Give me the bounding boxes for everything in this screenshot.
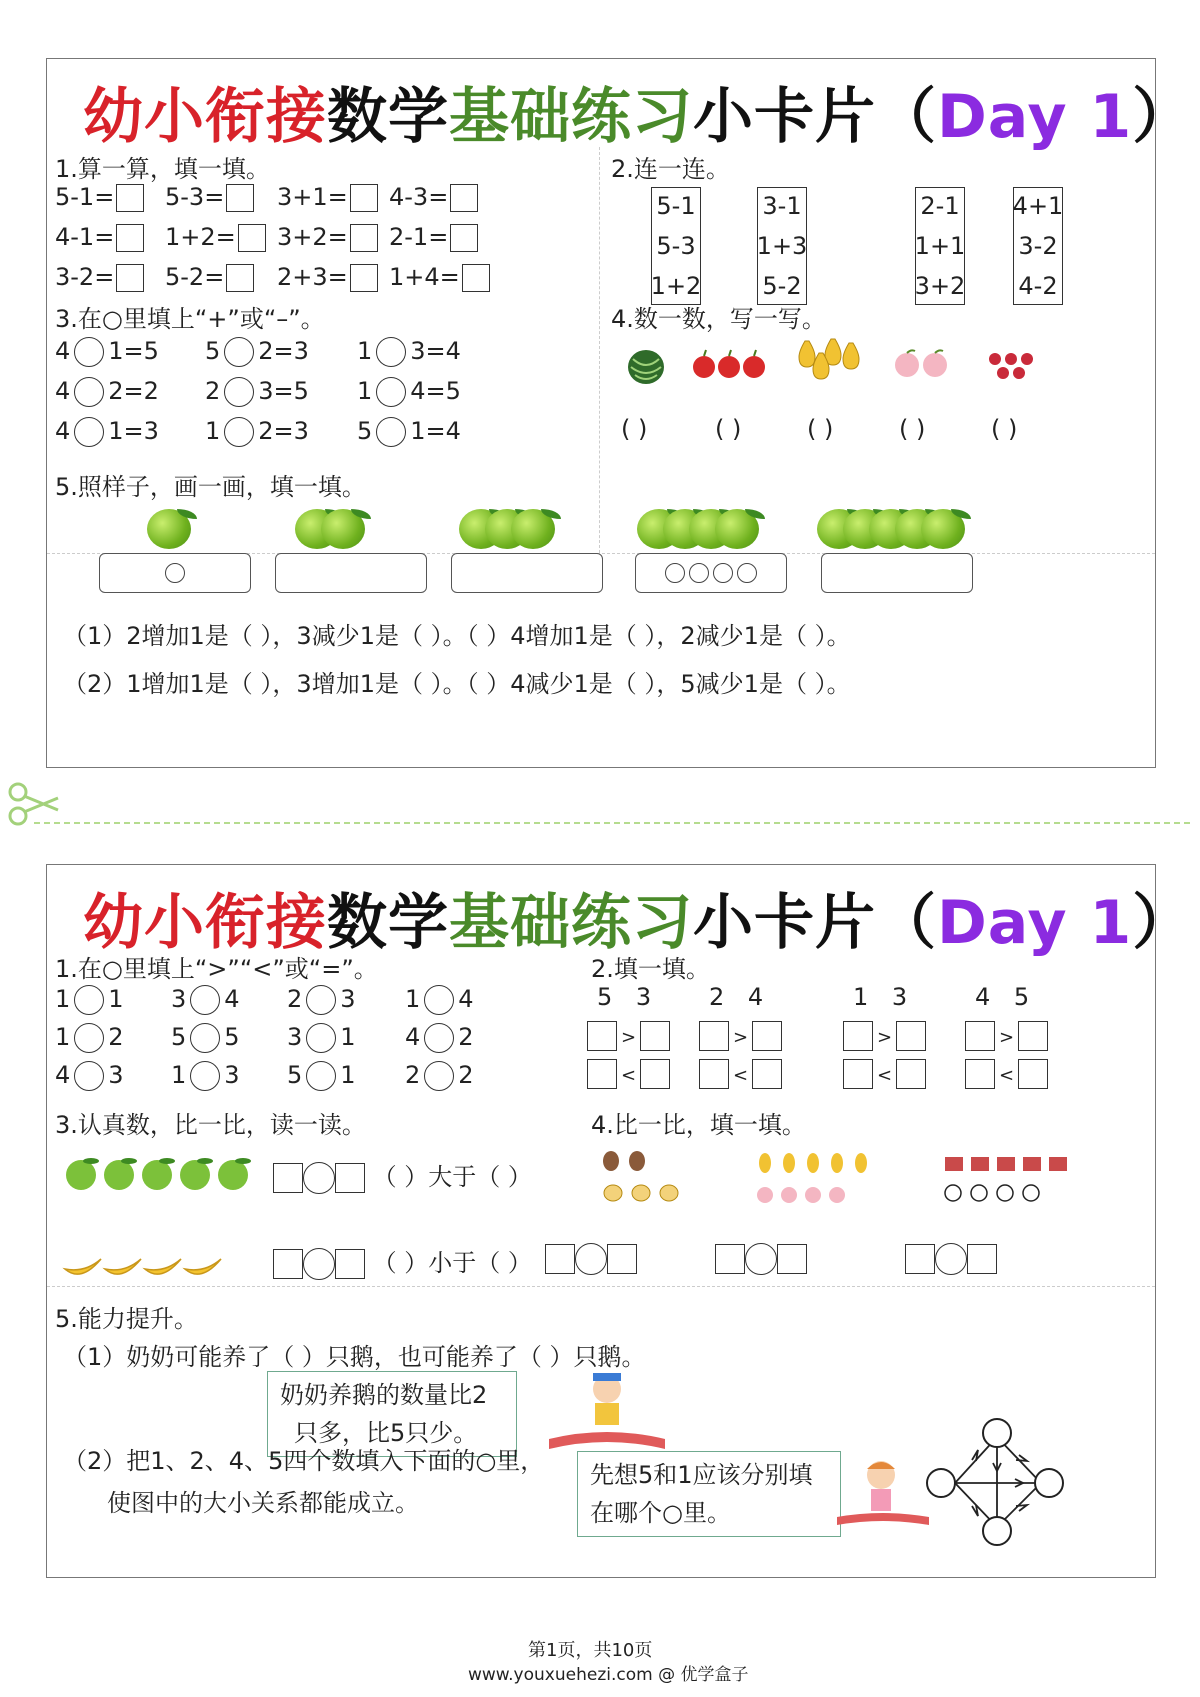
answer-box[interactable] — [896, 1059, 926, 1089]
section-heading: 4.数一数，写一写。 — [611, 305, 826, 333]
operand: 3=4 — [410, 337, 461, 365]
operand: 1 — [340, 1023, 356, 1051]
answer-box[interactable] — [640, 1021, 670, 1051]
operand: 3 — [340, 985, 356, 1013]
question-line: （2）1增加1是（ ），3增加1是（ ）。（ ）4减少1是（ ），5减少1是（ ）。 — [63, 670, 851, 698]
match-column-4: 4+1 3-2 4-2 — [1013, 187, 1063, 305]
operand: 2 — [205, 377, 221, 405]
operator-item — [357, 377, 461, 407]
answer-box[interactable] — [350, 224, 378, 252]
section-heading: 5.照样子，画一画，填一填。 — [55, 473, 366, 501]
compare-blank — [715, 1243, 807, 1275]
cake-panda-icon — [943, 1149, 1073, 1211]
operand: 1 — [55, 985, 71, 1013]
answer-box[interactable] — [965, 1059, 995, 1089]
operand: 2 — [108, 1023, 124, 1051]
answer-box[interactable] — [843, 1059, 873, 1089]
match-column-1: 5-1 5-3 1+2 — [651, 187, 701, 305]
number: 5 — [1013, 983, 1030, 1011]
comparison-sign: > — [733, 1027, 749, 1048]
hint-bubble: 奶奶养鹅的数量比2 只多，比5只少。 — [267, 1371, 517, 1457]
section-heading: 3.在○里填上“+”或“–”。 — [55, 305, 325, 333]
answer-box[interactable] — [752, 1059, 782, 1089]
drawing-box[interactable] — [635, 553, 787, 593]
section-heading: 1.在○里填上“>”“<”或“=”。 — [55, 955, 378, 983]
answer-box[interactable] — [116, 224, 144, 252]
comparison-sign: > — [999, 1027, 1015, 1048]
hint-bubble: 先想5和1应该分别填 在哪个○里。 — [577, 1451, 841, 1537]
equation-item — [55, 183, 144, 212]
compare-circle[interactable] — [190, 985, 220, 1015]
compare-row — [843, 1021, 926, 1051]
compare-row — [699, 1059, 782, 1089]
operand: 3 — [224, 1061, 240, 1089]
section-heading: 1.算一算，填一填。 — [55, 155, 270, 183]
question-line: （2）把1、2、4、5四个数填入下面的○里， — [63, 1447, 545, 1475]
banana-icon — [61, 1239, 231, 1287]
cut-line — [34, 822, 1190, 824]
compare-circle[interactable] — [74, 1061, 104, 1091]
equation-text: 5-2= — [165, 263, 225, 291]
operator-circle[interactable] — [224, 337, 254, 367]
number: 2 — [709, 983, 725, 1011]
comparison-sign: < — [999, 1065, 1015, 1086]
equation-item — [277, 263, 378, 292]
card1-title: 幼小衔接数学基础练习小卡片（Day 1） — [83, 82, 1194, 152]
operand: 5 — [224, 1023, 240, 1051]
answer-box[interactable] — [226, 264, 254, 292]
operand: 1 — [171, 1061, 187, 1089]
answer-box[interactable] — [350, 184, 378, 212]
operand: 2=2 — [108, 377, 159, 405]
operand: 4 — [405, 1023, 421, 1051]
equation-text: 1+4= — [389, 263, 460, 291]
compare-item — [405, 985, 474, 1015]
compare-circle[interactable] — [190, 1061, 220, 1091]
section-heading: 2.填一填。 — [591, 955, 710, 983]
count-blank[interactable]: ( ) — [807, 415, 834, 443]
compare-item — [405, 1023, 474, 1053]
answer-box[interactable] — [587, 1059, 617, 1089]
operator-item — [205, 377, 309, 407]
operand: 3=5 — [258, 377, 309, 405]
operator-circle[interactable] — [376, 377, 406, 407]
answer-box[interactable] — [116, 264, 144, 292]
comparison-sign: < — [733, 1065, 749, 1086]
equation-text: 1+2= — [165, 223, 236, 251]
drawing-box[interactable] — [451, 553, 603, 593]
compare-blank — [545, 1243, 637, 1275]
operand: 1 — [357, 377, 373, 405]
match-column-3: 2-1 1+1 3+2 — [915, 187, 965, 305]
operand: 4 — [55, 377, 71, 405]
compare-circle[interactable] — [306, 1023, 336, 1053]
answer-box[interactable] — [462, 264, 490, 292]
sample-circle — [737, 563, 757, 583]
apple-icon — [63, 1155, 263, 1195]
owl-chick-icon — [599, 1149, 689, 1211]
answer-box[interactable] — [450, 184, 478, 212]
answer-box[interactable] — [1018, 1021, 1048, 1051]
count-blank[interactable]: ( ) — [621, 415, 648, 443]
compare-item — [287, 985, 356, 1015]
number-diagram — [925, 1417, 1065, 1551]
sample-circle — [165, 563, 185, 583]
answer-box[interactable] — [116, 184, 144, 212]
greater-than-line: （ ）大于（ ） — [273, 1157, 532, 1194]
operand: 2=3 — [258, 417, 309, 445]
answer-box[interactable] — [965, 1021, 995, 1051]
equation-item — [389, 223, 478, 252]
drawing-box[interactable] — [99, 553, 251, 593]
operator-item — [55, 377, 159, 407]
compare-row — [965, 1059, 1048, 1089]
compare-row — [587, 1021, 670, 1051]
operand: 2 — [458, 1061, 474, 1089]
boy-reading-icon — [545, 1369, 669, 1463]
question-line: （1）奶奶可能养了（ ）只鹅，也可能养了（ ）只鹅。 — [63, 1343, 646, 1371]
compare-circle[interactable] — [424, 1061, 454, 1091]
comparison-sign: < — [877, 1065, 893, 1086]
operand: 2 — [405, 1061, 421, 1089]
operand: 4=5 — [410, 377, 461, 405]
operand: 5 — [357, 417, 373, 445]
equation-text: 4-1= — [55, 223, 115, 251]
match-column-2: 3-1 1+3 5-2 — [757, 187, 807, 305]
operator-item — [357, 417, 461, 447]
count-blank[interactable]: ( ) — [899, 415, 926, 443]
equation-text: 2-1= — [389, 223, 449, 251]
answer-box[interactable] — [752, 1021, 782, 1051]
compare-item — [55, 985, 124, 1015]
operand: 5 — [287, 1061, 303, 1089]
equation-text: 5-3= — [165, 183, 225, 211]
page-number: 第1页，共10页 — [528, 1640, 653, 1661]
operator-circle[interactable] — [74, 417, 104, 447]
operand: 1=5 — [108, 337, 159, 365]
worksheet-card-1 — [46, 58, 1194, 768]
operand: 1 — [108, 985, 124, 1013]
worksheet-card-2 — [46, 864, 1194, 1578]
section-heading: 2.连一连。 — [611, 155, 730, 183]
compare-row — [587, 1059, 670, 1089]
comparison-sign: < — [621, 1065, 637, 1086]
operand: 3 — [108, 1061, 124, 1089]
equation-text: 3+2= — [277, 223, 348, 251]
watermelon-icon — [625, 345, 667, 391]
strawberry-icon — [985, 349, 1037, 385]
site-url: www.youxuehezi.com @ 优学盒子 — [468, 1665, 749, 1685]
operand: 4 — [55, 417, 71, 445]
compare-blank — [905, 1243, 997, 1275]
number-pair — [853, 983, 907, 1011]
compare-circle[interactable] — [190, 1023, 220, 1053]
answer-box[interactable] — [843, 1021, 873, 1051]
comparison-sign: > — [877, 1027, 893, 1048]
question-line: 使图中的大小关系都能成立。 — [107, 1489, 419, 1517]
compare-item — [171, 1023, 240, 1053]
compare-item — [171, 1061, 240, 1091]
equation-item — [389, 183, 478, 212]
operand: 2 — [287, 985, 303, 1013]
operand: 2 — [458, 1023, 474, 1051]
answer-box[interactable] — [350, 264, 378, 292]
question-line: （1）2增加1是（ ），3减少1是（ ）。（ ）4增加1是（ ），2减少1是（ ）。 — [63, 622, 851, 650]
compare-circle[interactable] — [74, 985, 104, 1015]
operand: 1 — [205, 417, 221, 445]
operand: 5 — [171, 1023, 187, 1051]
card2-title: 幼小衔接数学基础练习小卡片（Day 1） — [83, 888, 1194, 958]
section-heading: 3.认真数，比一比，读一读。 — [55, 1111, 366, 1139]
equation-text: 5-1= — [55, 183, 115, 211]
drawing-box[interactable] — [275, 553, 427, 593]
equation-text: 4-3= — [389, 183, 449, 211]
less-than-line: （ ）小于（ ） — [273, 1243, 532, 1280]
number: 1 — [853, 983, 869, 1011]
operator-item — [357, 337, 461, 367]
answer-box[interactable] — [896, 1021, 926, 1051]
operator-circle[interactable] — [74, 337, 104, 367]
drawing-box[interactable] — [821, 553, 973, 593]
operand: 4 — [458, 985, 474, 1013]
operator-circle[interactable] — [224, 377, 254, 407]
sample-circle — [713, 563, 733, 583]
compare-item — [55, 1023, 124, 1053]
number: 3 — [891, 983, 908, 1011]
number: 4 — [747, 983, 764, 1011]
equation-item — [389, 263, 490, 292]
operand: 5 — [205, 337, 221, 365]
compare-row — [699, 1021, 782, 1051]
sample-circle — [689, 563, 709, 583]
compare-item — [287, 1061, 356, 1091]
compare-circle[interactable] — [306, 985, 336, 1015]
compare-item — [405, 1061, 474, 1091]
count-blank[interactable]: ( ) — [991, 415, 1018, 443]
compare-item — [55, 1061, 124, 1091]
number-pair — [597, 983, 651, 1011]
answer-box[interactable] — [450, 224, 478, 252]
compare-row — [843, 1059, 926, 1089]
count-blank[interactable]: ( ) — [715, 415, 742, 443]
operand: 1=3 — [108, 417, 159, 445]
compare-circle[interactable] — [424, 1023, 454, 1053]
equation-item — [165, 183, 254, 212]
number-pair — [975, 983, 1029, 1011]
number-pair — [709, 983, 763, 1011]
scissors-icon — [6, 780, 62, 832]
operand: 1 — [55, 1023, 71, 1051]
comparison-sign: > — [621, 1027, 637, 1048]
equation-item — [55, 223, 144, 252]
compare-circle[interactable] — [74, 1023, 104, 1053]
equation-item — [55, 263, 144, 292]
equation-text: 2+3= — [277, 263, 348, 291]
operator-item — [55, 337, 159, 367]
number: 3 — [635, 983, 652, 1011]
equation-item — [165, 263, 254, 292]
section-heading: 4.比一比，填一填。 — [591, 1111, 806, 1139]
answer-box[interactable] — [587, 1021, 617, 1051]
equation-item — [165, 223, 266, 252]
operand: 4 — [55, 1061, 71, 1089]
equation-text: 3-2= — [55, 263, 115, 291]
operand: 4 — [55, 337, 71, 365]
equation-item — [277, 223, 378, 252]
operand: 1 — [357, 337, 373, 365]
compare-circle[interactable] — [306, 1061, 336, 1091]
operand: 1 — [405, 985, 421, 1013]
answer-box[interactable] — [226, 184, 254, 212]
operator-circle[interactable] — [74, 377, 104, 407]
operand: 2=3 — [258, 337, 309, 365]
sample-circle — [665, 563, 685, 583]
operand: 4 — [224, 985, 240, 1013]
operator-circle[interactable] — [376, 417, 406, 447]
compare-item — [171, 985, 240, 1015]
answer-box[interactable] — [640, 1059, 670, 1089]
equation-item — [277, 183, 378, 212]
number: 5 — [597, 983, 613, 1011]
operator-item — [55, 417, 159, 447]
answer-box[interactable] — [699, 1021, 729, 1051]
operand: 3 — [171, 985, 187, 1013]
pear-peach-icon — [755, 1149, 875, 1211]
operand: 1 — [340, 1061, 356, 1089]
compare-circle[interactable] — [424, 985, 454, 1015]
compare-row — [965, 1021, 1048, 1051]
compare-item — [287, 1023, 356, 1053]
operand: 1=4 — [410, 417, 461, 445]
operator-item — [205, 417, 309, 447]
peach-icon — [893, 347, 949, 383]
answer-box[interactable] — [699, 1059, 729, 1089]
answer-box[interactable] — [1018, 1059, 1048, 1089]
number: 4 — [975, 983, 991, 1011]
operator-circle[interactable] — [376, 337, 406, 367]
equation-text: 3+1= — [277, 183, 348, 211]
section-heading: 5.能力提升。 — [55, 1305, 198, 1333]
pear-icon — [795, 337, 869, 387]
girl-reading-icon — [833, 1455, 933, 1539]
divider — [599, 147, 600, 553]
operand: 3 — [287, 1023, 303, 1051]
answer-box[interactable] — [238, 224, 266, 252]
operator-circle[interactable] — [224, 417, 254, 447]
apple-icon — [691, 347, 767, 387]
operator-item — [205, 337, 309, 367]
